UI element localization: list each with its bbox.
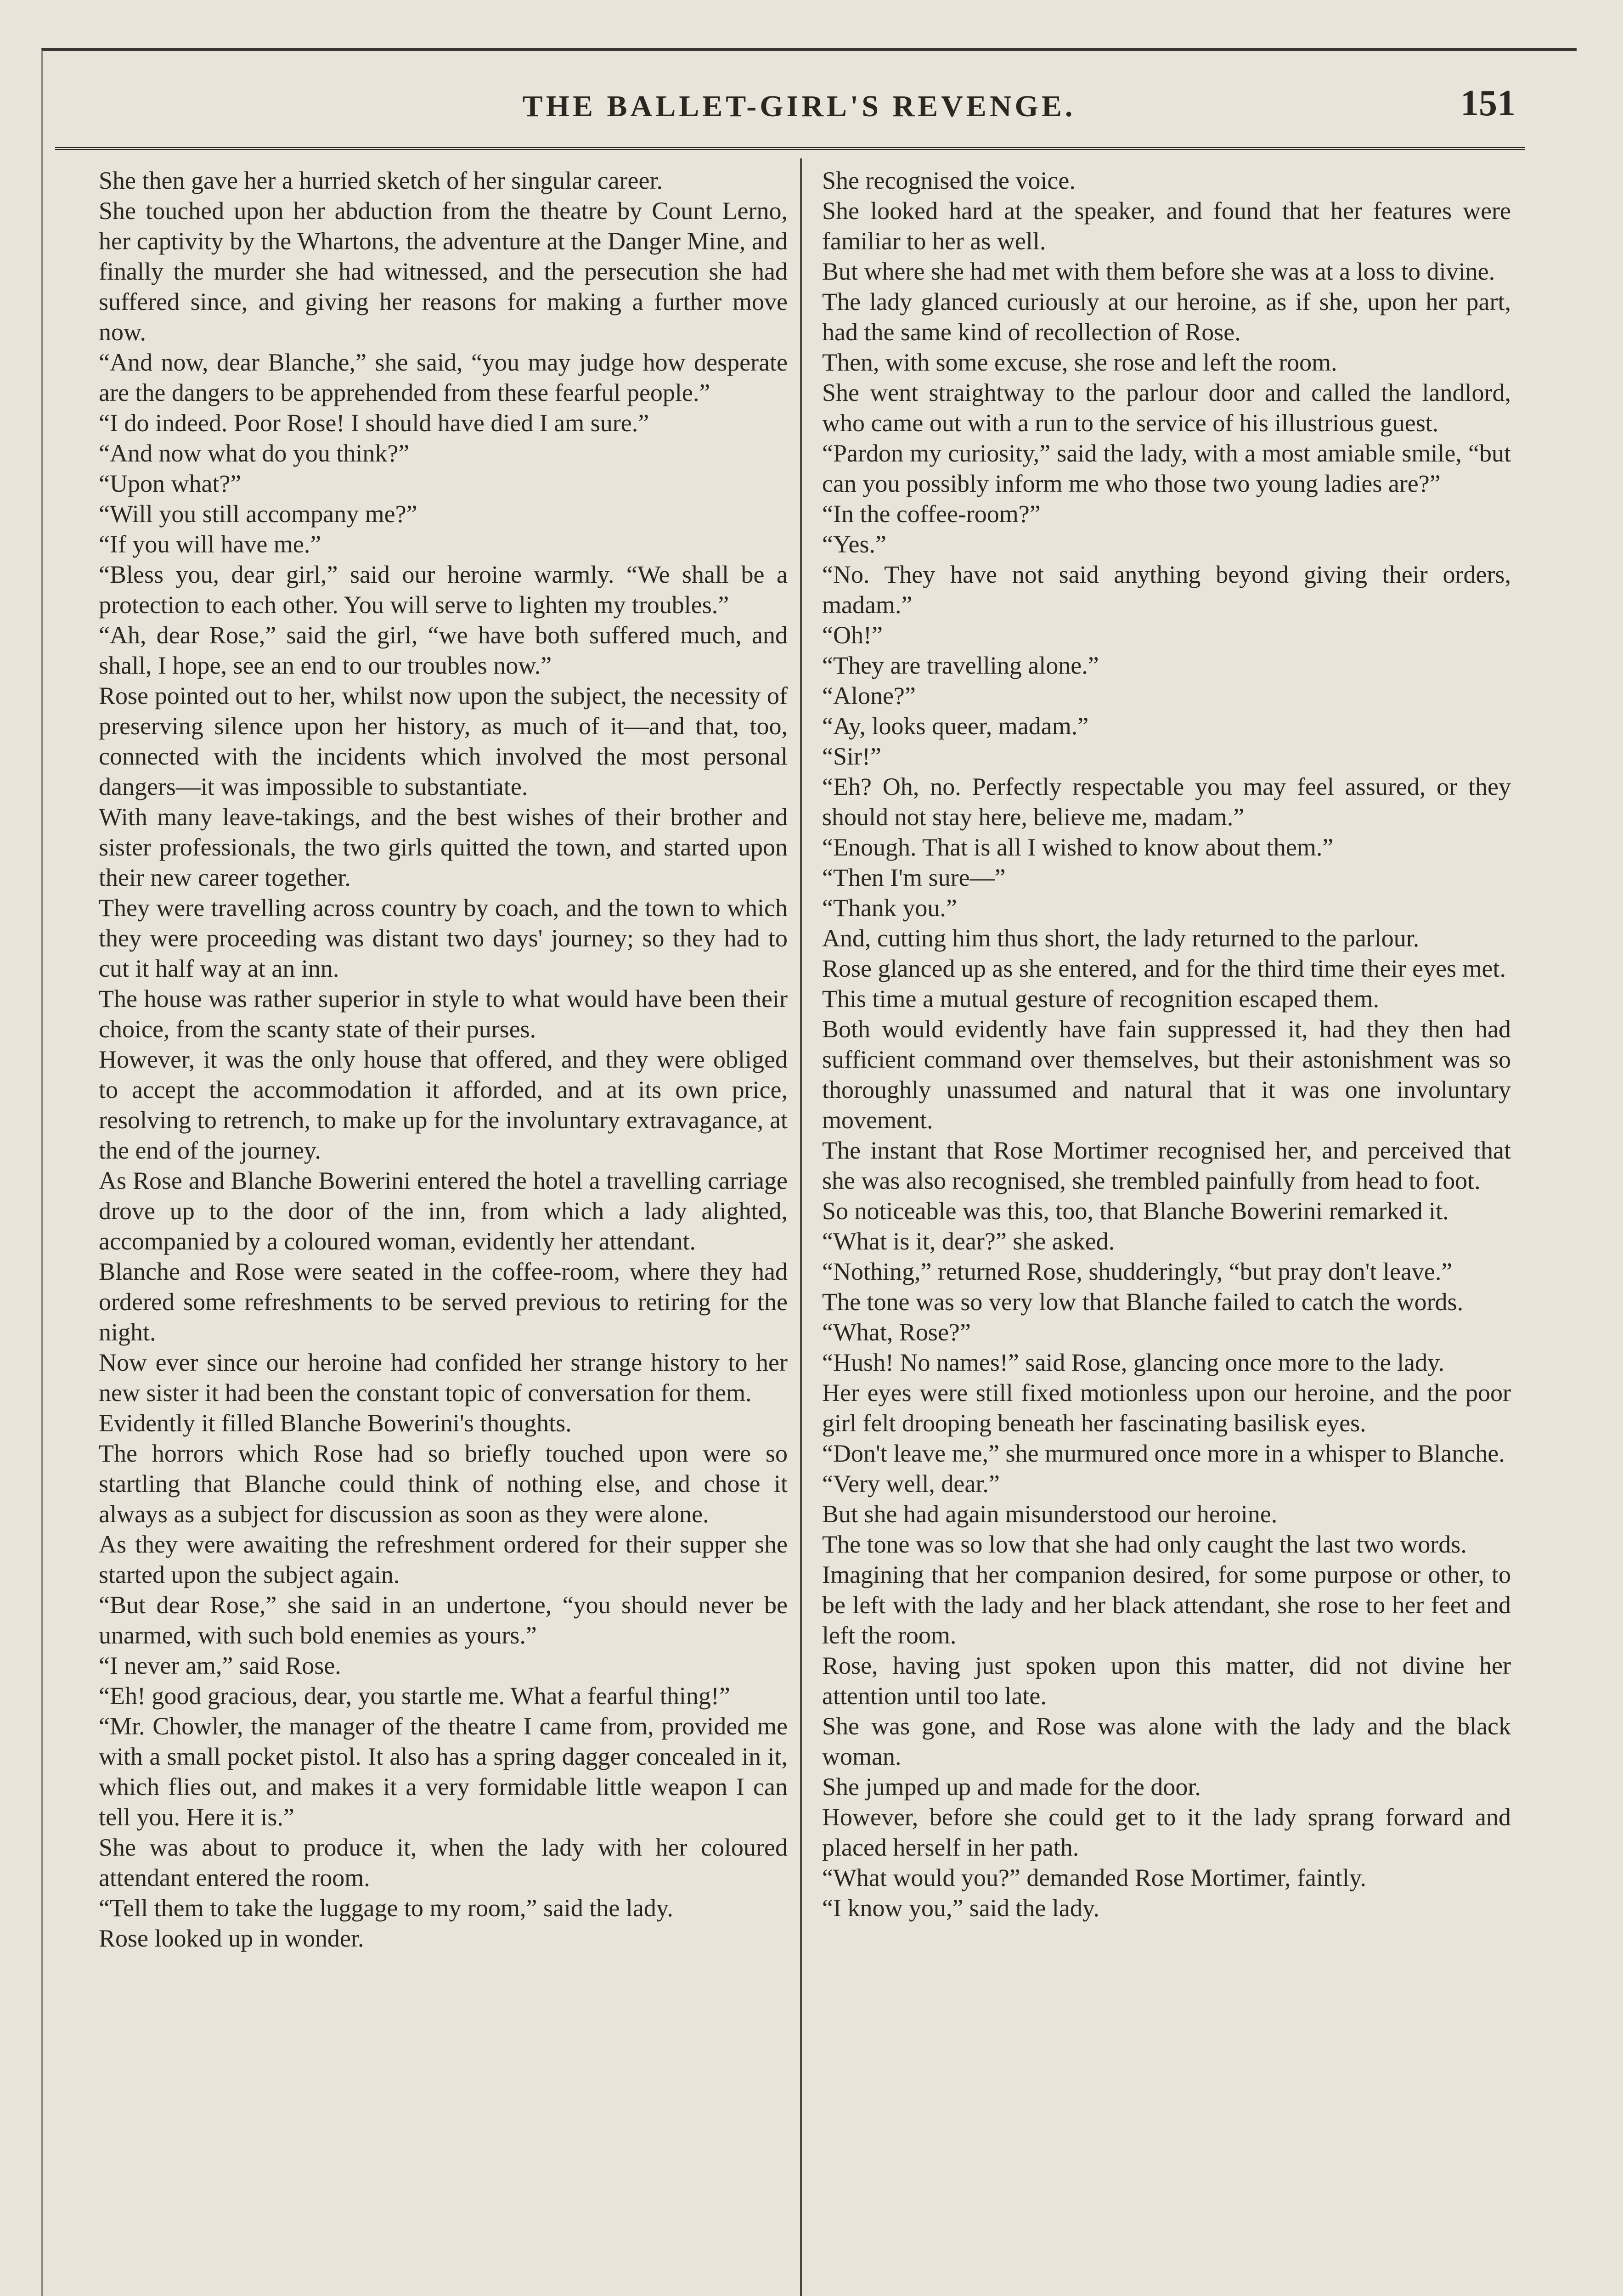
page-header [83, 83, 1516, 138]
paragraph: “Ah, dear Rose,” said the girl, “we have both suffered much, and shall, I hope, see an end to our troubles now.” [99, 621, 788, 679]
paragraph: Now ever since our heroine had confided her strange history to her new sister it had been the constant topic of conversation for them. [99, 1349, 788, 1407]
column-divider [800, 158, 802, 2296]
paragraph: Rose pointed out to her, whilst now upon the subject, the necessity of preserving silence upon her history, as much of it—and that, too, connected with the incidents which involved the most personal dangers—it was impossible to substantiate. [99, 682, 788, 800]
paragraph: “They are travelling alone.” [822, 652, 1099, 679]
paragraph: “Thank you.” [822, 894, 957, 922]
paragraph: They were travelling across country by coach, and the town to which they were proceeding was distant two days' journey; so they had to cut it half way at an inn. [99, 894, 788, 982]
paragraph: But where she had met with them before she was at a loss to divine. [822, 258, 1495, 285]
paragraph: But she had again misunderstood our heroine. [822, 1500, 1278, 1528]
paragraph: “Pardon my curiosity,” said the lady, with a most amiable smile, “but can you possibly inform me who those two young ladies are?” [822, 439, 1511, 497]
paragraph: “Eh! good gracious, dear, you startle me. What a fearful thing!” [99, 1682, 730, 1710]
paragraph: As they were awaiting the refreshment ordered for their supper she started upon the subject again. [99, 1531, 788, 1588]
paragraph: “Mr. Chowler, the manager of the theatre I came from, provided me with a small pocket pistol. It also has a spring dagger concealed in it, which flies out, and makes it a very formidable little weapon I can tell you. Here it is.” [99, 1712, 788, 1831]
paragraph: The lady glanced curiously at our heroine, as if she, upon her part, had the same kind of recollection of Rose. [822, 288, 1511, 346]
paragraph: “Will you still accompany me?” [99, 500, 417, 528]
paragraph: The tone was so low that she had only caught the last two words. [822, 1531, 1467, 1558]
paragraph: She recognised the voice. [822, 167, 1076, 194]
paragraph: She touched upon her abduction from the theatre by Count Lerno, her captivity by the Whartons, the adventure at the Danger Mine, and finally the murder she had witnessed, and the persecution she had suffered since, and giving her reasons for making a further move now. [99, 197, 788, 346]
paragraph: Rose, having just spoken upon this matter, did not divine her attention until too late. [822, 1652, 1511, 1710]
header-rule [55, 147, 1525, 150]
paragraph: “Bless you, dear girl,” said our heroine warmly. “We shall be a protection to each other. You will serve to lighten my troubles.” [99, 561, 788, 619]
paragraph: “Eh? Oh, no. Perfectly respectable you may feel assured, or they should not stay here, believe me, madam.” [822, 773, 1511, 831]
paragraph: “What is it, dear?” she asked. [822, 1227, 1115, 1255]
paragraph: “And now, dear Blanche,” she said, “you may judge how desperate are the dangers to be apprehended from these fearful people.” [99, 349, 788, 406]
paragraph: “If you will have me.” [99, 530, 321, 558]
paragraph: “Yes.” [822, 530, 887, 558]
paragraph: However, it was the only house that offered, and they were obliged to accept the accommodation it afforded, and at its own price, resolving to retrench, to make up for the involuntary extravagance, at the end of the journey. [99, 1046, 788, 1164]
paragraph: “Nothing,” returned Rose, shudderingly, “but pray don't leave.” [822, 1258, 1453, 1285]
paragraph: Imagining that her companion desired, for some purpose or other, to be left with the lady and her black attendant, she rose to her feet and left the room. [822, 1561, 1511, 1649]
right-column [822, 165, 1511, 2296]
paragraph: “What would you?” demanded Rose Mortimer, faintly. [822, 1864, 1366, 1891]
paragraph: “No. They have not said anything beyond giving their orders, madam.” [822, 561, 1511, 619]
paragraph: However, before she could get to it the lady sprang forward and placed herself in her path. [822, 1803, 1511, 1861]
paragraph: “Enough. That is all I wished to know about them.” [822, 833, 1334, 861]
paragraph: “Alone?” [822, 682, 916, 709]
paragraph: She was gone, and Rose was alone with the lady and the black woman. [822, 1712, 1511, 1770]
paragraph: “I never am,” said Rose. [99, 1652, 341, 1679]
paragraph: “Sir!” [822, 743, 881, 770]
paragraph: Then, with some excuse, she rose and left the room. [822, 349, 1337, 376]
paragraph: The horrors which Rose had so briefly touched upon were so startling that Blanche could think of nothing else, and chose it always as a subject for discussion as soon as they were alone. [99, 1440, 788, 1528]
paragraph: The house was rather superior in style to what would have been their choice, from the scanty state of their purses. [99, 985, 788, 1043]
paragraph: Both would evidently have fain suppressed it, had they then had sufficient command over themselves, but their astonishment was so thoroughly unassumed and natural that it was one involuntary movement. [822, 1015, 1511, 1134]
page-number: 151 [1460, 83, 1516, 124]
paragraph: “Tell them to take the luggage to my room,” said the lady. [99, 1894, 673, 1922]
paragraph: The tone was so very low that Blanche failed to catch the words. [822, 1288, 1464, 1316]
paragraph: “Upon what?” [99, 470, 242, 497]
paragraph: Her eyes were still fixed motionless upon our heroine, and the poor girl felt drooping beneath her fascinating basilisk eyes. [822, 1379, 1511, 1437]
paragraph: “Very well, dear.” [822, 1470, 1000, 1497]
paragraph: “Ay, looks queer, madam.” [822, 712, 1089, 740]
paragraph: And, cutting him thus short, the lady returned to the parlour. [822, 924, 1420, 952]
paragraph: She then gave her a hurried sketch of her singular career. [99, 167, 663, 194]
paragraph: “But dear Rose,” she said in an undertone, “you should never be unarmed, with such bold enemies as yours.” [99, 1591, 788, 1649]
paragraph: “Then I'm sure—” [822, 864, 1006, 891]
paragraph: She looked hard at the speaker, and found that her features were familiar to her as well. [822, 197, 1511, 255]
paragraph: Rose looked up in wonder. [99, 1925, 364, 1952]
paragraph: “I know you,” said the lady. [822, 1894, 1099, 1922]
paragraph: The instant that Rose Mortimer recognised her, and perceived that she was also recognised, she trembled painfully from head to foot. [822, 1137, 1511, 1194]
paragraph: This time a mutual gesture of recognition escaped them. [822, 985, 1380, 1013]
paragraph: As Rose and Blanche Bowerini entered the hotel a travelling carriage drove up to the door of the inn, from which a lady alighted, accompanied by a coloured woman, evidently her attendant. [99, 1167, 788, 1255]
paragraph: Evidently it filled Blanche Bowerini's thoughts. [99, 1409, 572, 1437]
paragraph: “And now what do you think?” [99, 439, 410, 467]
paragraph: “Don't leave me,” she murmured once more in a whisper to Blanche. [822, 1440, 1505, 1467]
paragraph: “Hush! No names!” said Rose, glancing once more to the lady. [822, 1349, 1445, 1376]
paragraph: So noticeable was this, too, that Blanche Bowerini remarked it. [822, 1197, 1449, 1225]
paragraph: “In the coffee-room?” [822, 500, 1041, 528]
paragraph: She jumped up and made for the door. [822, 1773, 1201, 1801]
paragraph: She went straightway to the parlour door and called the landlord, who came out with a run to the service of his illustrious guest. [822, 379, 1511, 437]
paragraph: “Oh!” [822, 621, 883, 649]
paragraph: With many leave-takings, and the best wishes of their brother and sister professionals, the two girls quitted the town, and started upon their new career together. [99, 803, 788, 891]
paragraph: Rose glanced up as she entered, and for the third time their eyes met. [822, 955, 1506, 982]
paragraph: “I do indeed. Poor Rose! I should have died I am sure.” [99, 409, 649, 437]
paragraph: She was about to produce it, when the lady with her coloured attendant entered the room. [99, 1834, 788, 1891]
paragraph: Blanche and Rose were seated in the coffee-room, where they had ordered some refreshments to be served previous to retiring for the night. [99, 1258, 788, 1346]
paragraph: “What, Rose?” [822, 1318, 971, 1346]
left-column [99, 165, 788, 2296]
running-title: THE BALLET-GIRL'S REVENGE. [522, 90, 1076, 123]
